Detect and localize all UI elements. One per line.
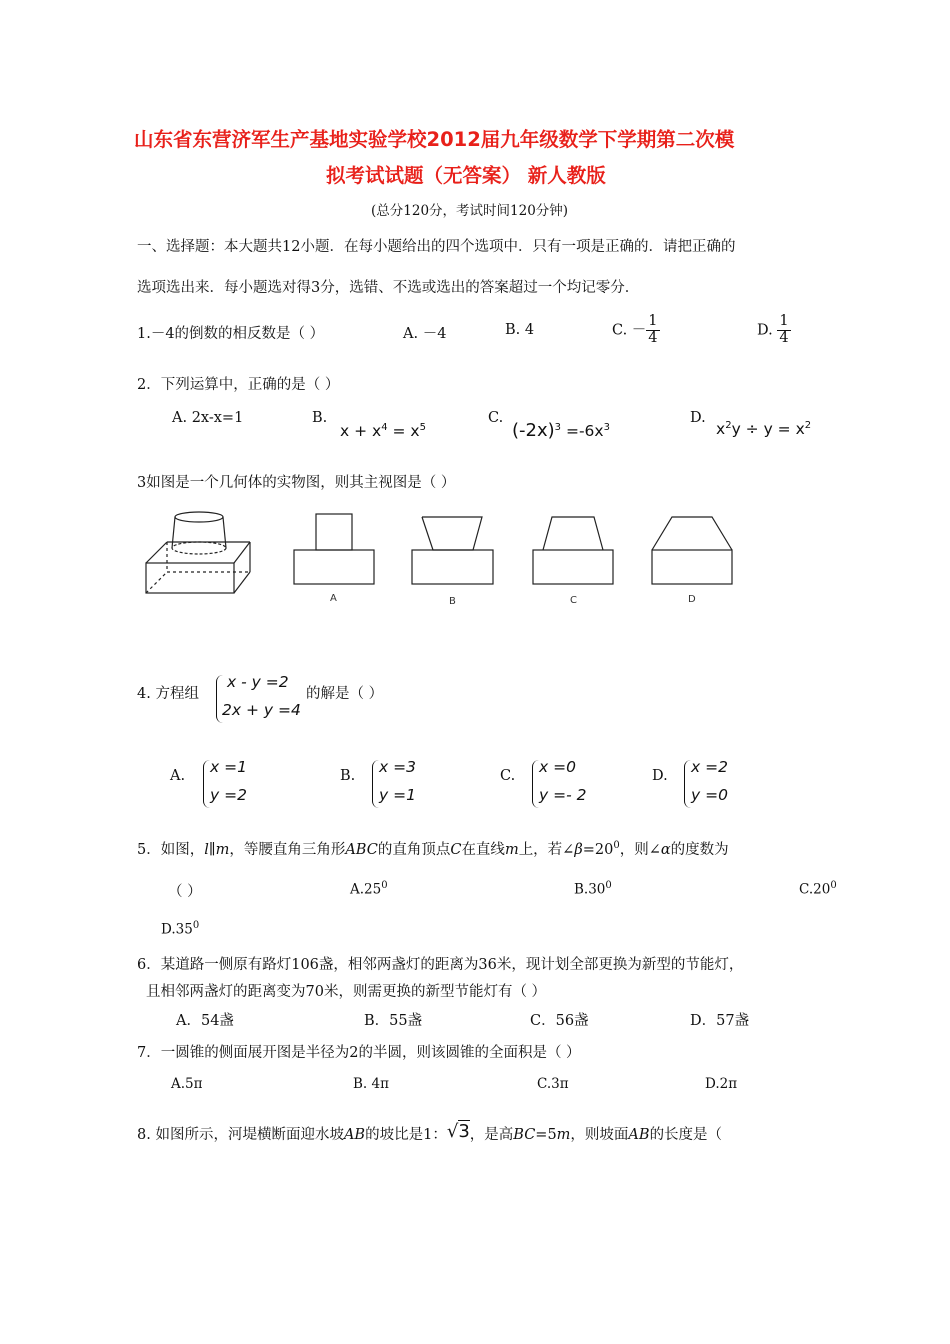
q1-c-denominator: 4 <box>648 329 658 346</box>
q6-option-b: B．55盏 <box>364 1013 423 1029</box>
subtitle: (总分120分，考试时间120分钟) <box>371 203 569 219</box>
title-line-1: 山东省东营济军生产基地实验学校2012届九年级数学下学期第二次模 <box>134 128 735 151</box>
q1-stem: 1.－4的倒数的相反数是（ ） <box>137 326 325 342</box>
q3-label-a: A <box>330 593 337 604</box>
q5-option-c: $C.20^0$ <box>799 880 837 898</box>
q7-option-d: D.2π <box>705 1076 738 1092</box>
q1-option-c-label: C. － <box>612 322 647 339</box>
q3-label-b: B <box>449 596 456 607</box>
q1-option-a: A. －4 <box>403 326 447 342</box>
q4-option-c-x: x =0 <box>539 758 576 776</box>
q1-option-d <box>757 314 791 347</box>
q4-option-b-x: x =3 <box>379 758 416 776</box>
q5-option-b: $B.30^0$ <box>574 880 612 898</box>
q3-option-b-view <box>412 517 493 584</box>
q3-option-a-view <box>294 514 374 584</box>
q6-line-1: 6．某道路一侧原有路灯106盏，相邻两盏灯的距离为36米，现计划全部更换为新型的节能灯， <box>137 957 744 973</box>
q6-option-d: D．57盏 <box>690 1013 750 1029</box>
q3-label-c: C <box>570 595 577 606</box>
q4-option-c-label: C. <box>500 768 516 784</box>
section-instructions-line-1: 一、选择题：本大题共12小题．在每小题给出的四个选项中．只有一项是正确的．请把正确的 <box>137 239 736 255</box>
q1-option-b: B. 4 <box>505 322 535 338</box>
q4-option-b-brace <box>372 760 379 808</box>
q4-label: 4. 方程组 <box>137 686 199 702</box>
section-instructions-line-2: 选项选出来．每小题选对得3分，选错、不选或选出的答案超过一个均记零分． <box>137 280 640 296</box>
q4-option-d-brace <box>684 760 691 808</box>
q8-stem: 8. 如图所示，河堤横断面迎水坡AB的坡比是1：√3，是高BC=5m，则坡面AB的长度是（ <box>137 1121 723 1143</box>
q3-option-c-view <box>533 517 613 584</box>
q5-option-d: $D.35^0$ <box>161 920 200 938</box>
q1-option-d-label: D. <box>757 322 773 339</box>
q4-option-a-brace <box>203 760 210 808</box>
q3-option-d-view <box>652 517 732 584</box>
q4-option-c-brace <box>532 760 539 808</box>
q4-option-d-label: D. <box>652 768 668 784</box>
q6-option-a: A．54盏 <box>176 1013 234 1029</box>
q3-figures <box>130 500 750 620</box>
q1-d-denominator: 4 <box>779 329 789 346</box>
q2-option-c-label: C. <box>488 410 504 426</box>
q4-option-d-x: x =2 <box>691 758 728 776</box>
q4-option-c-y: y =- 2 <box>539 786 587 804</box>
q3-solid-figure <box>146 512 250 593</box>
q1-c-numerator: 1 <box>648 313 658 329</box>
q2-option-d-label: D. <box>690 410 706 426</box>
q4-option-a-x: x =1 <box>210 758 247 776</box>
q4-option-a-label: A. <box>170 768 186 784</box>
q4-eq-2: 2x + y =4 <box>222 701 301 719</box>
q5-stem: 5．如图，l∥m，等腰直角三角形ABC的直角顶点C在直线m上，若$\angle\beta=20^0$，则∠α的度数为 <box>137 840 729 858</box>
q7-option-c: C.3π <box>537 1076 569 1092</box>
q2-option-d-expr: $x^2y \div y = x^2$ <box>716 420 812 439</box>
q3-label-d: D <box>688 594 696 605</box>
q6-option-c: C．56盏 <box>530 1013 589 1029</box>
title-line-2: 拟考试试题（无答案） 新人教版 <box>326 164 606 187</box>
q7-option-b: B. 4π <box>353 1076 389 1092</box>
q4-option-b-label: B. <box>340 768 356 784</box>
q4-option-b-y: y =1 <box>379 786 416 804</box>
q2-option-a: A. 2x-x=1 <box>172 410 244 426</box>
q4-option-d-y: y =0 <box>691 786 728 804</box>
q4-option-a-y: y =2 <box>210 786 247 804</box>
q7-option-a: A.5π <box>171 1076 203 1092</box>
q1-option-c <box>612 314 660 347</box>
q5-answer-paren: （ ） <box>168 884 202 900</box>
q5-option-a: $A.25^0$ <box>350 880 388 898</box>
q7-stem: 7．一圆锥的侧面展开图是半径为2的半圆，则该圆锥的全面积是（ ） <box>137 1045 581 1061</box>
q4-eq-1: x - y =2 <box>227 673 289 691</box>
q4-tail: 的解是（ ） <box>306 686 384 702</box>
q2-option-c-expr: $(-2x)^3 =-6x^3$ <box>512 420 610 441</box>
q2-stem: 2．下列运算中，正确的是（ ） <box>137 377 340 393</box>
q6-line-2: 且相邻两盏灯的距离变为70米，则需更换的新型节能灯有（ ） <box>146 984 547 1000</box>
q1-d-numerator: 1 <box>779 313 789 329</box>
q2-option-b-label: B. <box>312 410 328 426</box>
q2-option-b-expr: $x + x^4 = x^5$ <box>340 422 426 441</box>
q3-stem: 3如图是一个几何体的实物图，则其主视图是（ ） <box>137 475 456 491</box>
